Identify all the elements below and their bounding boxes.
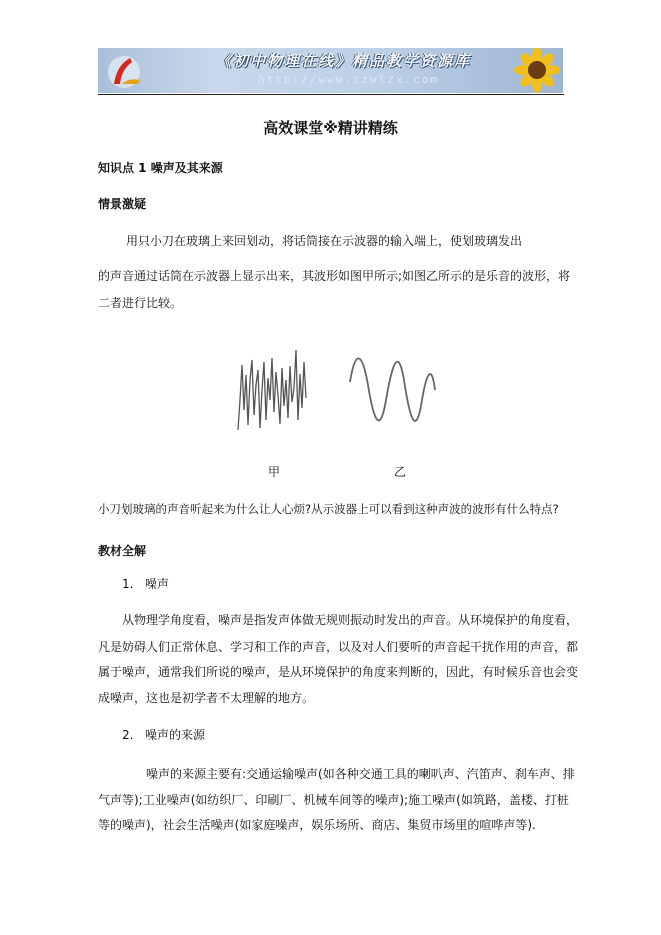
paragraph-line: 噪声的来源主要有:交通运输噪声(如各种交通工具的喇叭声、汽笛声、刹车声、排 bbox=[146, 767, 575, 781]
noise-waveform bbox=[238, 350, 306, 430]
paragraph-line: 属于噪声，通常我们所说的噪声，是从环境保护的角度来判断的，因此，有时候乐音也会变 bbox=[98, 665, 579, 679]
section-heading-knowledge-point: 知识点 1 噪声及其来源 bbox=[98, 161, 223, 175]
paragraph-line: 成噪声，这也是初学者不太理解的地方。 bbox=[98, 691, 315, 705]
paragraph-line: 二者进行比较。 bbox=[98, 296, 183, 310]
list-item-title: 噪声的来源 bbox=[145, 728, 206, 742]
banner-url[interactable]: http://www.czwlzx.com bbox=[258, 73, 440, 86]
paragraph-line: 的声音通过话筒在示波器上显示出来，其波形如图甲所示;如图乙所示的是乐音的波形，将 bbox=[98, 269, 571, 283]
paragraph-line: 等的噪声)，社会生活噪声(如家庭噪声，娱乐场所、商店、集贸市场里的喧哗声等). bbox=[98, 818, 536, 832]
section-heading-textbook: 教材全解 bbox=[98, 544, 147, 558]
header-rule bbox=[98, 94, 564, 95]
logo-icon bbox=[102, 50, 152, 90]
list-number: 1. bbox=[122, 577, 134, 591]
paragraph-line: 用只小刀在玻璃上来回划动，将话筒接在示波器的输入端上，使划玻璃发出 bbox=[126, 234, 523, 248]
paragraph-line: 凡是妨碍人们正常休息、学习和工作的声音，以及对人们要听的声音起干扰作用的声音，都 bbox=[98, 640, 579, 654]
list-item-title: 噪声 bbox=[145, 577, 170, 591]
paragraph-line: 从物理学角度看，噪声是指发声体做无规则振动时发出的声音。从环境保护的角度看， bbox=[122, 613, 579, 627]
question-text: 小刀划玻璃的声音听起来为什么让人心烦?从示波器上可以看到这种声波的波形有什么特点? bbox=[98, 502, 559, 516]
figure-label-jia: 甲 bbox=[268, 465, 281, 479]
sunflower-icon bbox=[507, 48, 561, 93]
header-banner bbox=[98, 48, 563, 93]
banner-title: 《初中物理在线》精品教学资源库 bbox=[216, 52, 472, 70]
waveform-figure bbox=[230, 340, 440, 440]
section-subheading-scenario: 情景激疑 bbox=[98, 197, 147, 211]
paragraph-line: 气声等);工业噪声(如纺织厂、印刷厂、机械车间等的噪声);施工噪声(如筑路，盖楼、打桩 bbox=[98, 793, 569, 807]
music-waveform bbox=[350, 358, 435, 421]
figure-label-yi: 乙 bbox=[394, 465, 407, 479]
list-number: 2. bbox=[122, 728, 134, 742]
page-title: 高效课堂※精讲精练 bbox=[263, 119, 398, 137]
